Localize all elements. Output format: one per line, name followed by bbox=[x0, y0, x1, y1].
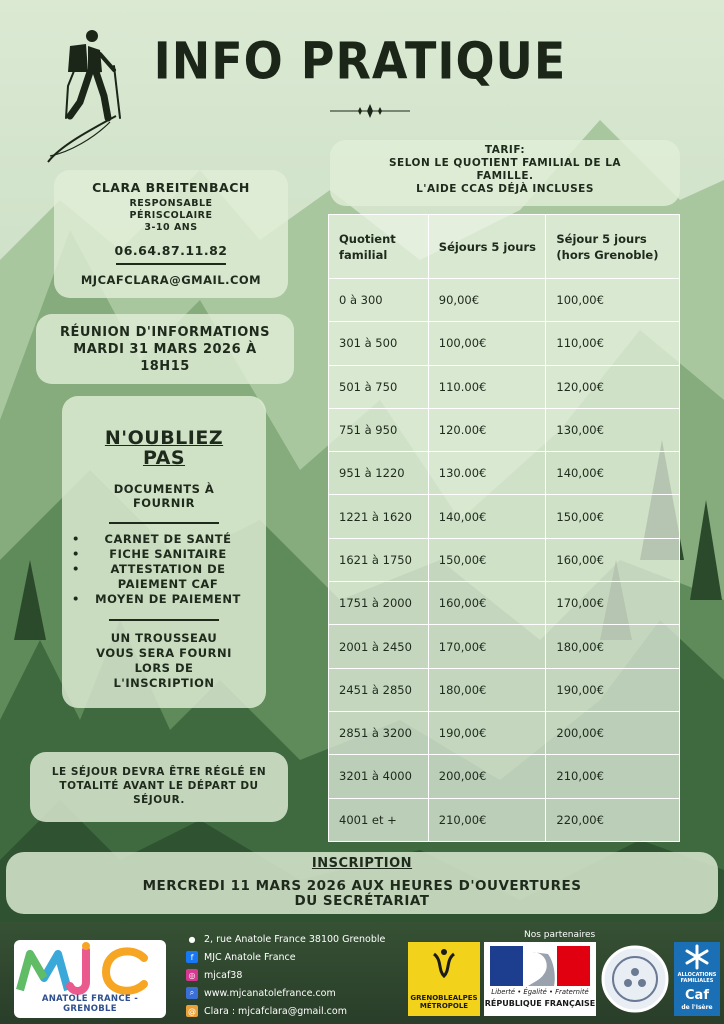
table-cell: 1751 à 2000 bbox=[329, 582, 429, 625]
table-row bbox=[329, 582, 680, 625]
inscription-date-line: MERCREDI 11 MARS 2026 AUX HEURES D'OUVERTURES bbox=[142, 878, 582, 894]
table-cell: 120.00€ bbox=[428, 408, 546, 451]
caf-isere-logo[interactable] bbox=[674, 942, 720, 1016]
document-item: • FICHE SANITAIRE bbox=[62, 547, 266, 562]
table-cell: 751 à 950 bbox=[329, 408, 429, 451]
table-row bbox=[329, 408, 680, 451]
table-cell: 220,00€ bbox=[546, 798, 680, 841]
table-cell: 1221 à 1620 bbox=[329, 495, 429, 538]
instagram-row[interactable] bbox=[186, 966, 396, 984]
tarif-line: SELON LE QUOTIENT FAMILIAL DE LA bbox=[388, 157, 622, 169]
table-row bbox=[329, 798, 680, 841]
trousseau-line: LORS DE bbox=[134, 661, 194, 675]
facebook-icon: f bbox=[186, 951, 198, 963]
website-row[interactable] bbox=[186, 984, 396, 1002]
payment-line: SÉJOUR. bbox=[133, 794, 185, 806]
mjc-logo-caption: ANATOLE FRANCE - GRENOBLE bbox=[41, 994, 139, 1014]
facebook-row[interactable] bbox=[186, 948, 396, 966]
email-row[interactable] bbox=[186, 1002, 396, 1020]
trousseau-line: L'INSCRIPTION bbox=[113, 676, 215, 690]
table-cell: 100,00€ bbox=[546, 279, 680, 322]
table-cell: 210,00€ bbox=[428, 798, 546, 841]
email-text[interactable]: Clara : mjcafclara@gmail.com bbox=[204, 1005, 347, 1017]
table-row bbox=[329, 755, 680, 798]
table-cell: 90,00€ bbox=[428, 279, 546, 322]
table-cell: 150,00€ bbox=[428, 538, 546, 581]
page-title: INFO PRATIQUE bbox=[153, 31, 567, 91]
address-row bbox=[186, 930, 396, 948]
ville-de-grenoble-logo[interactable] bbox=[600, 942, 670, 1016]
map-pin-icon: ● bbox=[188, 934, 196, 944]
rf-name: RÉPUBLIQUE FRANÇAISE bbox=[484, 999, 596, 1008]
column-header: Séjours 5 jours bbox=[428, 215, 546, 279]
caf-name: Caf bbox=[685, 988, 709, 1003]
column-header: Quotient familial bbox=[329, 215, 429, 279]
instagram-text[interactable]: mjcaf38 bbox=[204, 969, 243, 981]
table-row bbox=[329, 668, 680, 711]
caf-caption: ALLOCATIONS FAMILIALES bbox=[677, 972, 717, 984]
contact-phone[interactable]: 06.64.87.11.82 bbox=[114, 243, 228, 258]
contact-role bbox=[54, 198, 288, 234]
trousseau-line: UN TROUSSEAU bbox=[110, 631, 218, 645]
document-item: • ATTESTATION DE PAIEMENT CAF bbox=[62, 562, 266, 592]
table-cell: 1621 à 1750 bbox=[329, 538, 429, 581]
inscription-date bbox=[6, 879, 718, 909]
table-row bbox=[329, 279, 680, 322]
documents-heading-line: FOURNIR bbox=[132, 496, 196, 510]
address-text: 2, rue Anatole France 38100 Grenoble bbox=[204, 933, 386, 945]
table-cell: 0 à 300 bbox=[329, 279, 429, 322]
table-cell: 160,00€ bbox=[546, 538, 680, 581]
table-row bbox=[329, 625, 680, 668]
marianne-flag-icon bbox=[484, 942, 596, 988]
caf-snowflake-icon bbox=[674, 942, 720, 972]
documents-heading-line: DOCUMENTS À bbox=[113, 482, 215, 496]
documents-list bbox=[62, 532, 266, 607]
metropole-emblem-icon bbox=[408, 942, 480, 992]
sparkle-divider-icon bbox=[330, 104, 410, 118]
reminder-title-line: PAS bbox=[142, 447, 186, 469]
instagram-icon: ◎ bbox=[186, 969, 198, 981]
table-row bbox=[329, 365, 680, 408]
price-table-body bbox=[329, 279, 680, 842]
footer-contact-list bbox=[186, 930, 396, 1020]
facebook-text[interactable]: MJC Anatole France bbox=[204, 951, 296, 963]
payment-line: LE SÉJOUR DEVRA ÊTRE RÉGLÉ EN bbox=[51, 766, 267, 778]
table-header-row bbox=[329, 215, 680, 279]
tarif-header-card bbox=[330, 140, 680, 206]
document-item: • CARNET DE SANTÉ bbox=[62, 532, 266, 547]
table-cell: 110,00€ bbox=[546, 322, 680, 365]
document-item: • MOYEN DE PAIEMENT bbox=[62, 592, 266, 607]
table-row bbox=[329, 322, 680, 365]
trousseau-note bbox=[62, 631, 266, 691]
table-cell: 150,00€ bbox=[546, 495, 680, 538]
table-cell: 140,00€ bbox=[428, 495, 546, 538]
tarif-line: L'AIDE CCAS DÉJÀ INCLUSES bbox=[416, 183, 594, 195]
contact-card bbox=[54, 170, 288, 298]
tarif-line: TARIF: bbox=[484, 144, 526, 156]
column-header: Séjour 5 jours (hors Grenoble) bbox=[546, 215, 680, 279]
table-cell: 190,00€ bbox=[546, 668, 680, 711]
table-cell: 3201 à 4000 bbox=[329, 755, 429, 798]
table-cell: 200,00€ bbox=[546, 711, 680, 754]
contact-role-line: 3-10 ANS bbox=[144, 222, 198, 233]
mjc-logo-mark bbox=[14, 940, 166, 1000]
table-cell: 180,00€ bbox=[428, 668, 546, 711]
table-cell: 130.00€ bbox=[428, 452, 546, 495]
republique-francaise-logo[interactable] bbox=[484, 942, 596, 1016]
meeting-card bbox=[36, 314, 294, 384]
table-cell: 180,00€ bbox=[546, 625, 680, 668]
reminder-card bbox=[62, 396, 266, 708]
table-cell: 130,00€ bbox=[546, 408, 680, 451]
table-cell: 170,00€ bbox=[546, 582, 680, 625]
table-cell: 200,00€ bbox=[428, 755, 546, 798]
table-cell: 2001 à 2450 bbox=[329, 625, 429, 668]
table-cell: 4001 et + bbox=[329, 798, 429, 841]
documents-heading bbox=[62, 482, 266, 510]
hiker-illustration bbox=[40, 26, 130, 166]
partners-label: Nos partenaires bbox=[524, 930, 596, 940]
payment-line: TOTALITÉ AVANT LE DÉPART DU bbox=[59, 780, 259, 792]
metropole-text: GRENOBLEALPES MÉTROPOLE bbox=[410, 994, 478, 1010]
table-cell: 190,00€ bbox=[428, 711, 546, 754]
divider bbox=[116, 263, 226, 265]
mjc-logo[interactable] bbox=[14, 940, 166, 1018]
search-icon: ⌕ bbox=[186, 987, 198, 999]
rf-motto: Liberté • Égalité • Fraternité bbox=[491, 988, 589, 996]
table-cell: 501 à 750 bbox=[329, 365, 429, 408]
grenoble-metropole-logo[interactable] bbox=[408, 942, 480, 1016]
contact-name: CLARA BREITENBACH bbox=[92, 180, 250, 195]
website-text[interactable]: www.mjcanatolefrance.com bbox=[204, 987, 336, 999]
contact-role-line: RESPONSABLE bbox=[129, 198, 213, 209]
table-cell: 140,00€ bbox=[546, 452, 680, 495]
table-row bbox=[329, 495, 680, 538]
mail-icon: @ bbox=[188, 1006, 196, 1016]
table-cell: 301 à 500 bbox=[329, 322, 429, 365]
caf-region: de l'Isère bbox=[681, 1004, 713, 1011]
meeting-line: 18H15 bbox=[140, 359, 190, 374]
divider bbox=[109, 522, 219, 524]
inscription-label: INSCRIPTION bbox=[311, 856, 413, 871]
table-cell: 2851 à 3200 bbox=[329, 711, 429, 754]
divider bbox=[109, 619, 219, 621]
payment-note-card bbox=[30, 752, 288, 822]
table-row bbox=[329, 452, 680, 495]
table-cell: 100,00€ bbox=[428, 322, 546, 365]
table-row bbox=[329, 711, 680, 754]
tarif-line: FAMILLE. bbox=[476, 170, 534, 182]
inscription-card bbox=[6, 852, 718, 914]
trousseau-line: VOUS SERA FOURNI bbox=[96, 646, 232, 660]
table-cell: 170,00€ bbox=[428, 625, 546, 668]
meeting-line: RÉUNION D'INFORMATIONS bbox=[59, 325, 271, 340]
reminder-title-line: N'OUBLIEZ bbox=[104, 427, 224, 449]
table-cell: 160,00€ bbox=[428, 582, 546, 625]
table-cell: 110.00€ bbox=[428, 365, 546, 408]
table-cell: 2451 à 2850 bbox=[329, 668, 429, 711]
price-table bbox=[328, 214, 680, 842]
table-cell: 120,00€ bbox=[546, 365, 680, 408]
table-cell: 210,00€ bbox=[546, 755, 680, 798]
inscription-date-line: DU SECRÉTARIAT bbox=[294, 893, 430, 909]
grenoble-seal-icon bbox=[600, 942, 670, 1016]
table-cell: 951 à 1220 bbox=[329, 452, 429, 495]
meeting-line: MARDI 31 MARS 2026 À bbox=[73, 342, 257, 357]
table-row bbox=[329, 538, 680, 581]
contact-email[interactable]: MJCAFCLARA@GMAIL.COM bbox=[80, 273, 262, 287]
reminder-title bbox=[62, 428, 266, 468]
contact-role-line: PÉRISCOLAIRE bbox=[129, 210, 213, 221]
